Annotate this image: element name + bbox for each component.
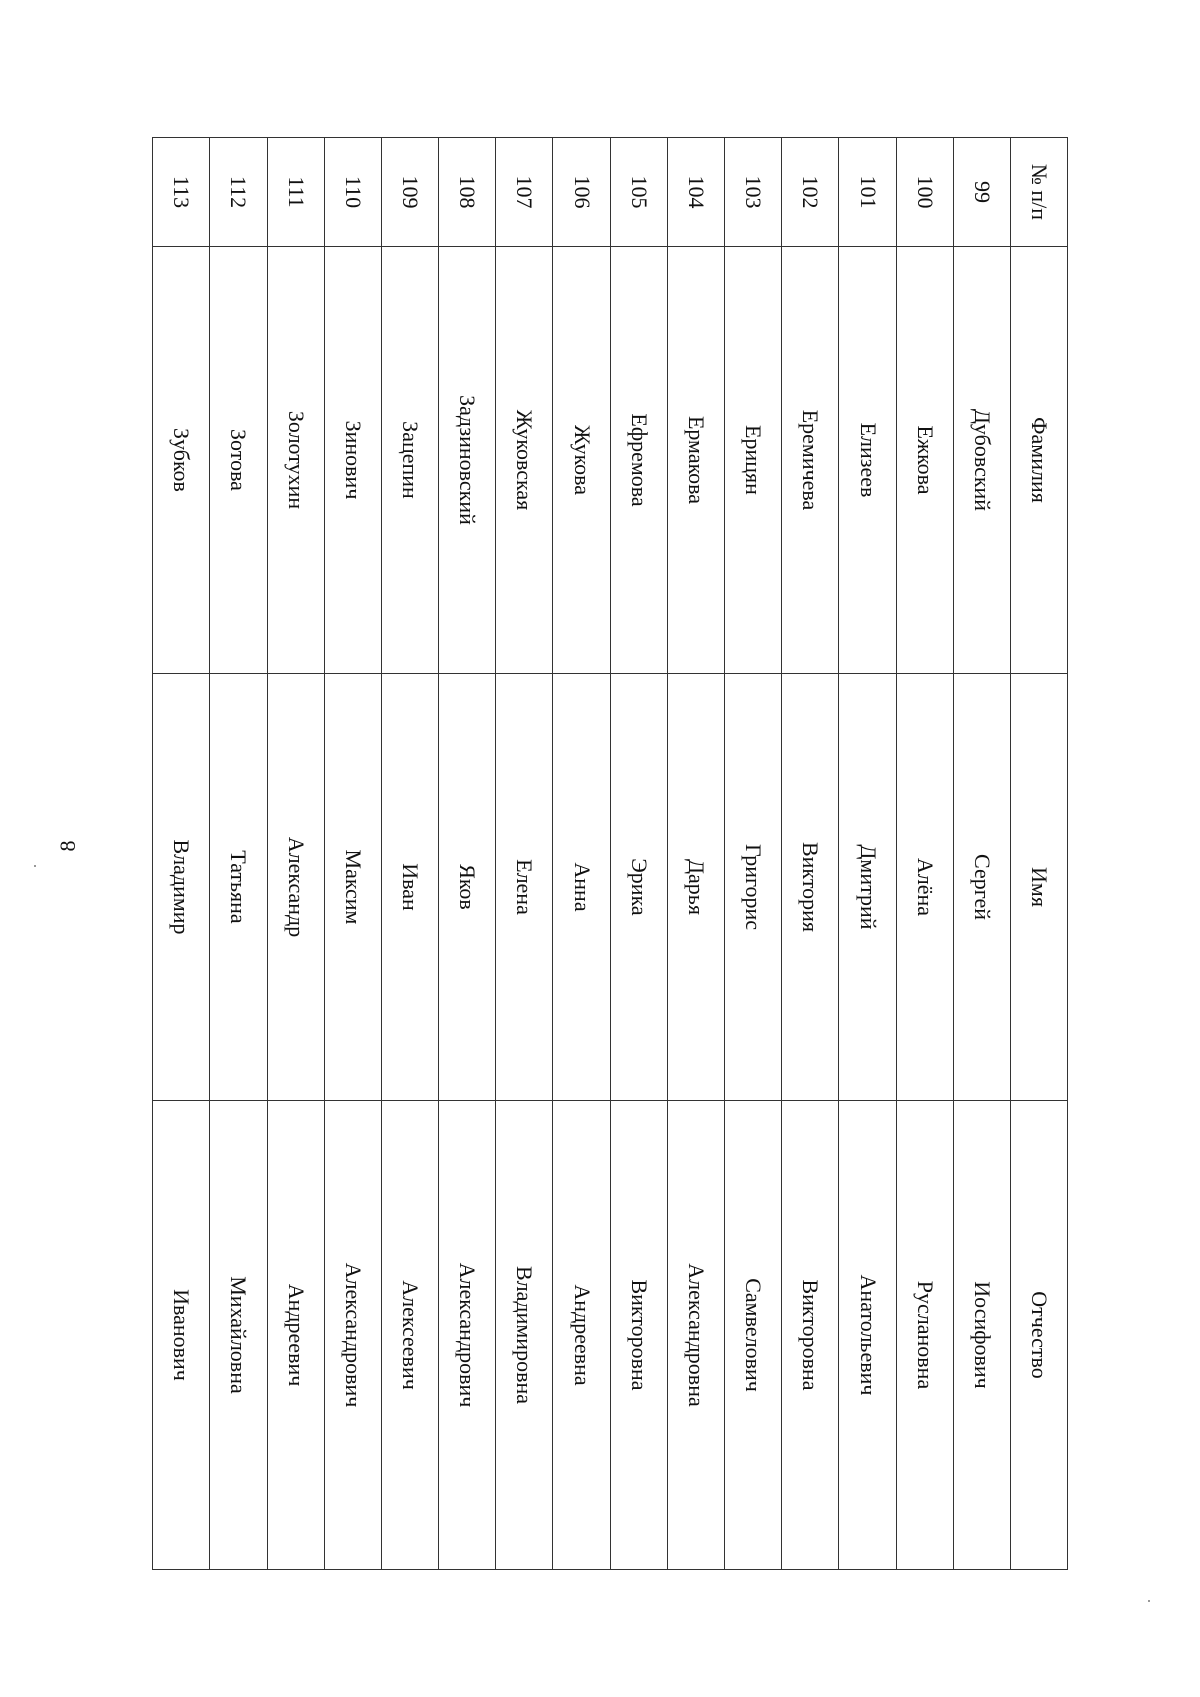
table-row bbox=[667, 138, 724, 1570]
cell-first-name: Григорис bbox=[725, 674, 782, 1101]
cell-last-name: Ермакова bbox=[667, 247, 724, 674]
cell-last-name: Жуковская bbox=[496, 247, 553, 674]
cell-first-name: Сергей bbox=[953, 674, 1010, 1101]
table-row bbox=[210, 138, 267, 1570]
cell-last-name: Зинович bbox=[324, 247, 381, 674]
cell-first-name: Татьяна bbox=[210, 674, 267, 1101]
cell-first-name: Владимир bbox=[153, 674, 210, 1101]
cell-patronymic: Анатольевич bbox=[839, 1101, 896, 1570]
students-table-container bbox=[152, 137, 1068, 1569]
cell-num: 105 bbox=[610, 138, 667, 247]
cell-patronymic: Иосифович bbox=[953, 1101, 1010, 1570]
table-row bbox=[553, 138, 610, 1570]
cell-last-name: Зотова bbox=[210, 247, 267, 674]
students-table bbox=[152, 137, 1068, 1570]
header-last-name: Фамилия bbox=[1011, 247, 1068, 674]
cell-first-name: Елена bbox=[496, 674, 553, 1101]
cell-num: 109 bbox=[381, 138, 438, 247]
table-row bbox=[896, 138, 953, 1570]
scan-speck bbox=[1148, 1600, 1150, 1602]
header-patronymic: Отчество bbox=[1011, 1101, 1068, 1570]
cell-last-name: Задзиновский bbox=[439, 247, 496, 674]
cell-num: 107 bbox=[496, 138, 553, 247]
cell-first-name: Дмитрий bbox=[839, 674, 896, 1101]
cell-patronymic: Андреевич bbox=[267, 1101, 324, 1570]
table-row bbox=[953, 138, 1010, 1570]
cell-last-name: Жукова bbox=[553, 247, 610, 674]
table-row bbox=[267, 138, 324, 1570]
header-first-name: Имя bbox=[1011, 674, 1068, 1101]
cell-last-name: Зацепин bbox=[381, 247, 438, 674]
table-row bbox=[381, 138, 438, 1570]
cell-num: 112 bbox=[210, 138, 267, 247]
table-header-row bbox=[1011, 138, 1068, 1570]
table-row bbox=[782, 138, 839, 1570]
cell-num: 108 bbox=[439, 138, 496, 247]
table-row bbox=[324, 138, 381, 1570]
cell-first-name: Максим bbox=[324, 674, 381, 1101]
cell-patronymic: Александрович bbox=[439, 1101, 496, 1570]
cell-first-name: Эрика bbox=[610, 674, 667, 1101]
cell-num: 104 bbox=[667, 138, 724, 247]
cell-last-name: Ерицян bbox=[725, 247, 782, 674]
cell-patronymic: Самвелович bbox=[725, 1101, 782, 1570]
cell-first-name: Анна bbox=[553, 674, 610, 1101]
cell-num: 102 bbox=[782, 138, 839, 247]
cell-patronymic: Михайловна bbox=[210, 1101, 267, 1570]
cell-patronymic: Александровна bbox=[667, 1101, 724, 1570]
cell-patronymic: Викторовна bbox=[610, 1101, 667, 1570]
cell-last-name: Ефремова bbox=[610, 247, 667, 674]
cell-num: 106 bbox=[553, 138, 610, 247]
cell-first-name: Яков bbox=[439, 674, 496, 1101]
table-row bbox=[725, 138, 782, 1570]
cell-num: 101 bbox=[839, 138, 896, 247]
cell-last-name: Еремичева bbox=[782, 247, 839, 674]
header-num: № п/п bbox=[1011, 138, 1068, 247]
scan-speck bbox=[34, 865, 36, 867]
cell-num: 113 bbox=[153, 138, 210, 247]
cell-patronymic: Викторовна bbox=[782, 1101, 839, 1570]
cell-patronymic: Иванович bbox=[153, 1101, 210, 1570]
cell-first-name: Дарья bbox=[667, 674, 724, 1101]
table-row bbox=[153, 138, 210, 1570]
table-row bbox=[496, 138, 553, 1570]
cell-last-name: Елизеев bbox=[839, 247, 896, 674]
table-row bbox=[439, 138, 496, 1570]
table-row bbox=[839, 138, 896, 1570]
cell-first-name: Иван bbox=[381, 674, 438, 1101]
cell-first-name: Александр bbox=[267, 674, 324, 1101]
table-row bbox=[610, 138, 667, 1570]
cell-patronymic: Владимировна bbox=[496, 1101, 553, 1570]
cell-last-name: Зубков bbox=[153, 247, 210, 674]
cell-last-name: Золотухин bbox=[267, 247, 324, 674]
cell-num: 99 bbox=[953, 138, 1010, 247]
cell-last-name: Дубовский bbox=[953, 247, 1010, 674]
cell-num: 103 bbox=[725, 138, 782, 247]
cell-patronymic: Александрович bbox=[324, 1101, 381, 1570]
cell-num: 111 bbox=[267, 138, 324, 247]
page-number: 8 bbox=[55, 840, 80, 852]
cell-patronymic: Алексеевич bbox=[381, 1101, 438, 1570]
cell-first-name: Виктория bbox=[782, 674, 839, 1101]
cell-patronymic: Руслановна bbox=[896, 1101, 953, 1570]
cell-last-name: Ежкова bbox=[896, 247, 953, 674]
cell-num: 100 bbox=[896, 138, 953, 247]
cell-num: 110 bbox=[324, 138, 381, 247]
cell-patronymic: Андреевна bbox=[553, 1101, 610, 1570]
cell-first-name: Алёна bbox=[896, 674, 953, 1101]
